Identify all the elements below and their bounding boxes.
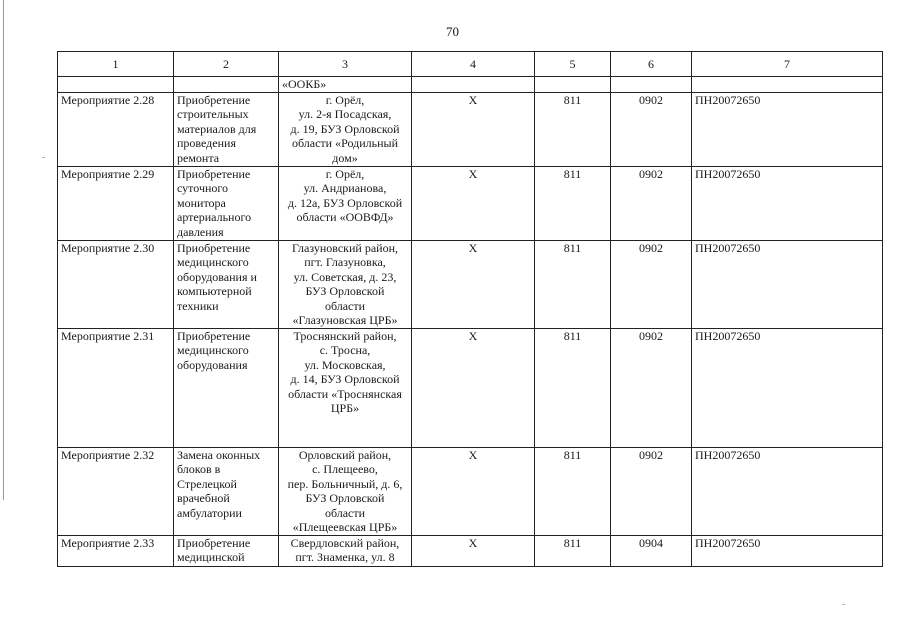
code2-cell: 0902 — [611, 166, 692, 240]
description-line: Приобретение — [177, 92, 251, 107]
empty-cell — [58, 77, 174, 93]
location-line: пгт. Знаменка, ул. 8 — [295, 550, 395, 564]
column-number-row — [58, 52, 883, 77]
target-cell: ПН20072650 — [692, 240, 883, 328]
code2-cell: 0902 — [611, 328, 692, 447]
location-cell — [279, 535, 412, 566]
target-cell: ПН20072650 — [692, 447, 883, 535]
description-line: медицинской — [177, 550, 245, 564]
code1-cell: 811 — [535, 92, 611, 166]
location-line: д. 12а, БУЗ Орловской — [287, 195, 403, 210]
code2-cell: 0902 — [611, 447, 692, 535]
target-cell: ПН20072650 — [692, 92, 883, 166]
measure-cell: Мероприятие 2.32 — [58, 447, 174, 535]
measure-cell: Мероприятие 2.31 — [58, 328, 174, 447]
target-cell: ПН20072650 — [692, 535, 883, 566]
description-cell — [174, 535, 279, 566]
mark-cell: Х — [412, 240, 535, 328]
mark-cell: Х — [412, 447, 535, 535]
location-line: ул. Андрианова, — [303, 181, 387, 195]
location-line: д. 19, БУЗ Орловской — [290, 121, 400, 136]
scan-edge-line — [3, 0, 4, 500]
empty-cell — [412, 77, 535, 93]
description-line: ремонта — [177, 150, 220, 165]
column-header: 3 — [279, 52, 412, 77]
description-line: оборудования — [177, 357, 248, 372]
location-line: БУЗ Орловской — [305, 491, 385, 505]
description-line: Приобретение — [177, 166, 251, 181]
location-cell — [279, 240, 412, 328]
location-line: «Глазуновская ЦРБ» — [292, 313, 398, 327]
column-header: 7 — [692, 52, 883, 77]
mark-cell: Х — [412, 328, 535, 447]
measure-cell: Мероприятие 2.30 — [58, 240, 174, 328]
empty-cell — [174, 77, 279, 93]
code1-cell: 811 — [535, 240, 611, 328]
description-line: Замена оконных — [177, 447, 261, 462]
location-line: Орловский район, — [298, 447, 392, 462]
location-line: пгт. Глазуновка, — [304, 255, 386, 269]
empty-cell — [692, 77, 883, 93]
location-cell — [279, 447, 412, 535]
column-header: 2 — [174, 52, 279, 77]
code1-cell: 811 — [535, 447, 611, 535]
mark-cell: Х — [412, 92, 535, 166]
column-header: 5 — [535, 52, 611, 77]
empty-cell — [611, 77, 692, 93]
location-line: д. 14, БУЗ Орловской — [290, 372, 400, 386]
measure-cell: Мероприятие 2.28 — [58, 92, 174, 166]
description-line: Приобретение — [177, 240, 251, 255]
location-line: Глазуновский район, — [291, 240, 399, 255]
code2-cell: 0902 — [611, 92, 692, 166]
location-line: дом» — [332, 150, 358, 165]
location-line: с. Тросна, — [319, 343, 371, 357]
continuation-row — [58, 77, 883, 93]
code1-cell: 811 — [535, 166, 611, 240]
table-row — [58, 447, 883, 535]
scan-speck — [42, 157, 45, 158]
column-header: 1 — [58, 52, 174, 77]
location-line: ул. Московская, — [304, 357, 386, 372]
description-line: суточного — [177, 181, 229, 195]
target-cell: ПН20072650 — [692, 328, 883, 447]
location-line: ул. Советская, д. 23, — [293, 269, 397, 284]
description-line: материалов для — [177, 121, 257, 136]
description-line: техники — [177, 298, 219, 313]
description-cell — [174, 328, 279, 447]
description-line: Приобретение — [177, 535, 251, 550]
location-line: г. Орёл, — [325, 166, 365, 181]
funding-table — [57, 51, 883, 567]
description-line: строительных — [177, 107, 249, 121]
description-cell — [174, 92, 279, 166]
location-line: БУЗ Орловской — [305, 284, 385, 298]
description-line: Приобретение — [177, 328, 251, 343]
table-row — [58, 328, 883, 447]
location-line: ул. 2-я Посадская, — [298, 107, 392, 121]
measure-cell: Мероприятие 2.33 — [58, 535, 174, 566]
table-row — [58, 240, 883, 328]
table-row — [58, 92, 883, 166]
target-cell: ПН20072650 — [692, 166, 883, 240]
column-header: 4 — [412, 52, 535, 77]
location-line: «Плещеевская ЦРБ» — [292, 520, 398, 534]
description-cell — [174, 240, 279, 328]
measure-cell: Мероприятие 2.29 — [58, 166, 174, 240]
description-line: давления — [177, 224, 224, 239]
code2-cell: 0902 — [611, 240, 692, 328]
description-line: монитора — [177, 195, 226, 210]
description-line: медицинского — [177, 255, 249, 269]
location-line: Свердловский район, — [290, 535, 400, 550]
mark-cell: Х — [412, 166, 535, 240]
location-line: области — [324, 298, 366, 313]
location-line: области «ООВФД» — [296, 210, 394, 224]
description-line: проведения — [177, 136, 236, 150]
description-line: компьютерной — [177, 284, 252, 298]
table-row — [58, 535, 883, 566]
location-line: области «Родильный — [291, 136, 399, 150]
code1-cell: 811 — [535, 328, 611, 447]
table-row — [58, 166, 883, 240]
location-line: ЦРБ» — [330, 401, 360, 415]
scan-speck — [842, 604, 845, 605]
empty-cell — [535, 77, 611, 93]
description-line: Стрелецкой — [177, 476, 237, 491]
description-line: амбулатории — [177, 505, 242, 520]
location-line: области «Троснянская — [288, 386, 402, 401]
location-line: пер. Больничный, д. 6, — [287, 476, 403, 491]
description-line: артериального — [177, 210, 252, 224]
code1-cell: 811 — [535, 535, 611, 566]
location-cell: «ООКБ» — [279, 77, 412, 93]
description-line: оборудования и — [177, 269, 257, 284]
description-cell — [174, 447, 279, 535]
description-line: врачебной — [177, 491, 230, 505]
column-header: 6 — [611, 52, 692, 77]
code2-cell: 0904 — [611, 535, 692, 566]
description-cell — [174, 166, 279, 240]
location-line: Троснянский район, — [293, 328, 397, 343]
description-line: блоков в — [177, 462, 221, 476]
location-line: с. Плещеево, — [312, 462, 378, 476]
description-line: медицинского — [177, 343, 249, 357]
location-cell — [279, 328, 412, 447]
location-line: г. Орёл, — [325, 92, 365, 107]
page-number: 70 — [446, 24, 459, 39]
location-line: области — [324, 505, 366, 520]
location-cell — [279, 166, 412, 240]
location-cell — [279, 92, 412, 166]
mark-cell: Х — [412, 535, 535, 566]
